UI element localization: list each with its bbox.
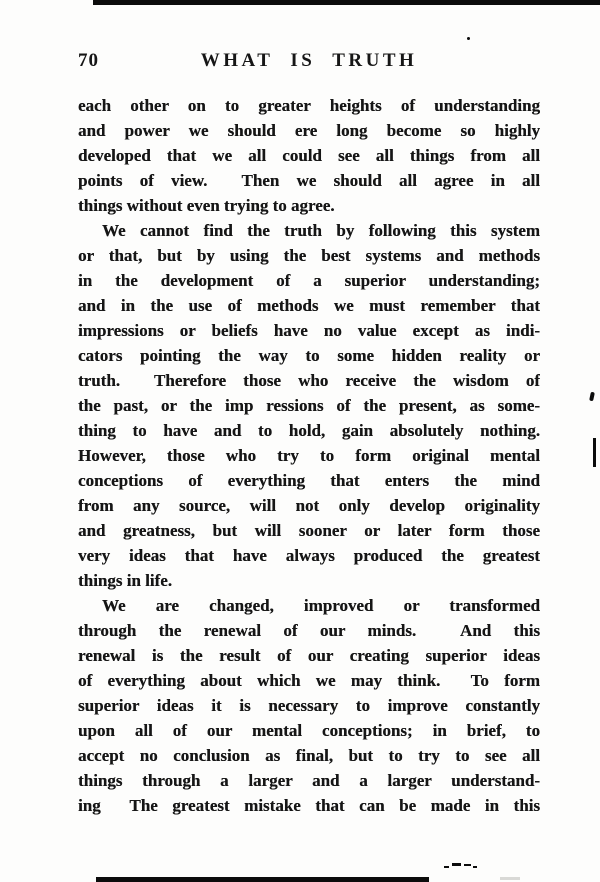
text-line: conceptions of everything that enters the mind <box>78 471 540 490</box>
text-line: and greatness, but will sooner or later form those <box>78 521 540 540</box>
text-line: and power we should ere long become so highly <box>78 121 540 140</box>
text-line: from any source, will not only develop originality <box>78 496 540 515</box>
text-line: through the renewal of our minds. And this <box>78 621 540 640</box>
scan-tick-right-edge <box>589 392 595 402</box>
text-line: very ideas that have always produced the greatest <box>78 546 540 565</box>
text-line: the past, or the imp ressions of the present, as some- <box>78 396 540 415</box>
text-line: superior ideas it is necessary to improve constantly <box>78 696 540 715</box>
running-title: WHAT IS TRUTH <box>200 50 418 71</box>
scan-dash-bottom <box>444 866 449 868</box>
text-line: accept no conclusion as final, but to try to see all <box>78 746 540 765</box>
text-line: things through a larger and a larger understand- <box>78 771 540 790</box>
body-text <box>78 93 540 818</box>
scan-smudge-bottom <box>500 877 520 880</box>
text-line: impressions or beliefs have no value except as indi- <box>78 321 540 340</box>
scan-dash-bottom <box>464 864 471 866</box>
text-line: truth. Therefore those who receive the wisdom of <box>78 371 540 390</box>
scan-dash-bottom <box>473 866 477 868</box>
scan-dash-bottom <box>452 863 461 866</box>
text-line: things without even trying to agree. <box>78 196 335 215</box>
text-line: However, those who try to form original mental <box>78 446 540 465</box>
text-line: developed that we all could see all things from all <box>78 146 540 165</box>
scan-edge-bar-top <box>93 0 600 5</box>
text-line: cators pointing the way to some hidden reality or <box>78 346 540 365</box>
text-line: or that, but by using the best systems and methods <box>78 246 540 265</box>
text-line: upon all of our mental conceptions; in brief, to <box>78 721 540 740</box>
text-line: and in the use of methods we must remember that <box>78 296 540 315</box>
page-number: 70 <box>78 50 99 71</box>
text-line: thing to have and to hold, gain absolutely nothing. <box>78 421 540 440</box>
scan-speck-top-right <box>467 37 470 40</box>
scan-edge-bar-bottom <box>96 877 429 882</box>
page-header <box>78 50 540 76</box>
text-line: We cannot find the truth by following this system <box>102 221 540 240</box>
text-line: each other on to greater heights of understanding <box>78 96 540 115</box>
text-line: things in life. <box>78 571 172 590</box>
text-line: ing The greatest mistake that can be made in this <box>78 796 540 815</box>
text-line: points of view. Then we should all agree in all <box>78 171 540 190</box>
text-line: We are changed, improved or transformed <box>102 596 540 615</box>
text-line: in the development of a superior understanding; <box>78 271 540 290</box>
text-line: of everything about which we may think. To form <box>78 671 540 690</box>
text-line: renewal is the result of our creating superior ideas <box>78 646 540 665</box>
scan-bar-right-edge <box>593 438 596 467</box>
